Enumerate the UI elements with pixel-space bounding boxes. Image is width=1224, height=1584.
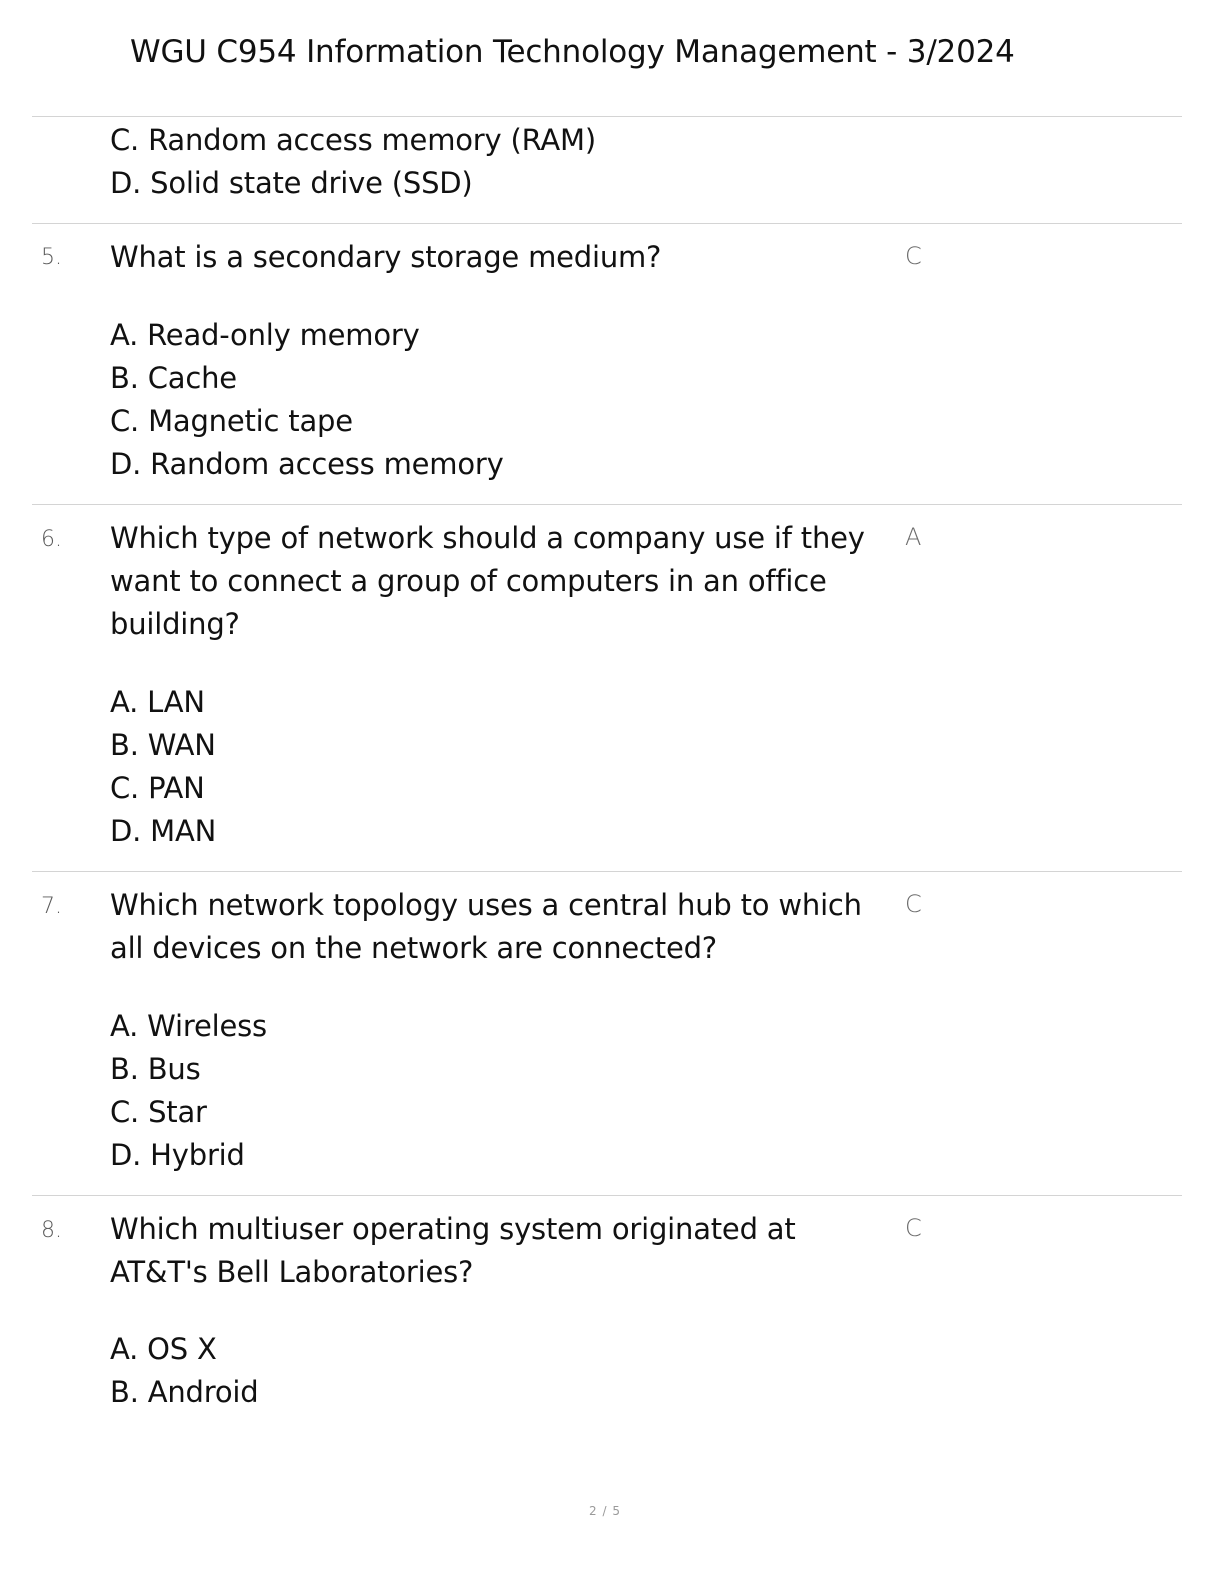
question-text: Which network topology uses a central hub to which all devices on the network are connected? [110, 888, 862, 965]
answer-letter: C [905, 1214, 922, 1242]
option-c: C. PAN [110, 771, 205, 805]
question-number: 6. [41, 527, 62, 552]
answer-letter: C [905, 890, 922, 918]
question-text: Which type of network should a company use if they want to connect a group of computers in an office building? [110, 521, 865, 641]
option-c: C. Magnetic tape [110, 404, 353, 438]
option-a: A. OS X [110, 1332, 217, 1366]
option-b: B. Bus [110, 1052, 201, 1086]
option-d: D. Random access memory [110, 447, 504, 481]
option-d: D. MAN [110, 814, 217, 848]
page-indicator: 2 / 5 [589, 1504, 621, 1518]
divider [32, 223, 1182, 224]
page-header: WGU C954 Information Technology Management - 3/2024 [130, 34, 1015, 70]
answer-letter: A [905, 523, 922, 551]
option-a: A. Wireless [110, 1009, 267, 1043]
option-a: A. LAN [110, 685, 205, 719]
question-number: 5. [41, 245, 62, 270]
divider [32, 504, 1182, 505]
option-b: B. WAN [110, 728, 216, 762]
divider [32, 871, 1182, 872]
question-text: What is a secondary storage medium? [110, 240, 662, 274]
option-c: C. Random access memory (RAM) [110, 123, 596, 157]
question-text: Which multiuser operating system originated at AT&T's Bell Laboratories? [110, 1212, 796, 1289]
option-b: B. Cache [110, 361, 237, 395]
option-d: D. Hybrid [110, 1138, 245, 1172]
divider [32, 1195, 1182, 1196]
question-number: 8. [41, 1218, 62, 1243]
option-b: B. Android [110, 1375, 259, 1409]
question-number: 7. [41, 894, 62, 919]
answer-letter: C [905, 242, 922, 270]
divider [32, 116, 1182, 117]
option-c: C. Star [110, 1095, 207, 1129]
option-d: D. Solid state drive (SSD) [110, 166, 473, 200]
option-a: A. Read-only memory [110, 318, 420, 352]
